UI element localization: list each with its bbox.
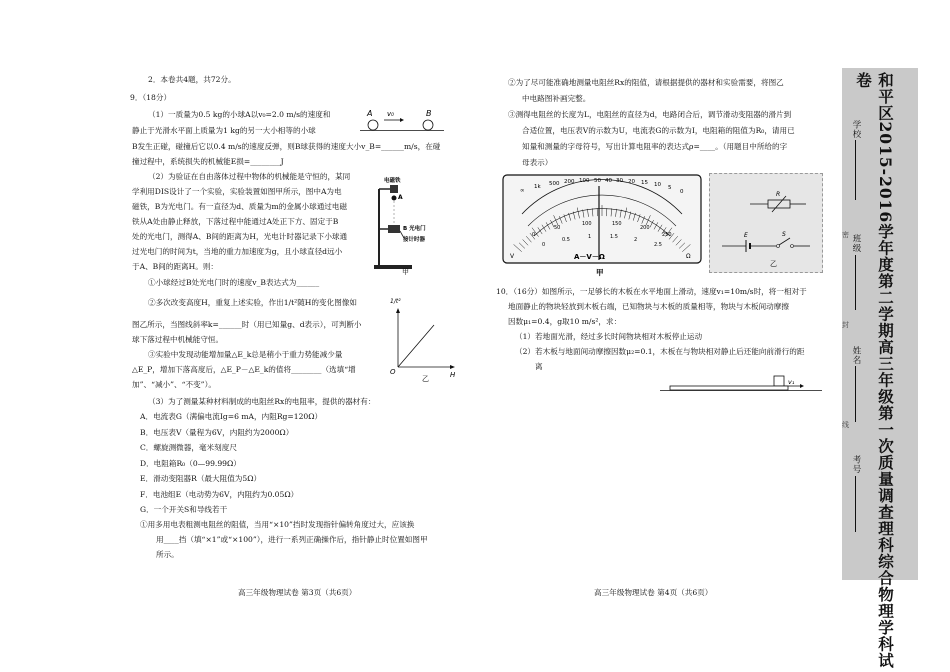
field-school-line: [855, 140, 856, 200]
equipment-f: F．电池组E（电动势为6V，内阻约为0.05Ω）: [140, 490, 299, 499]
velocity-arrowhead: [400, 118, 404, 122]
field-number: 考号: [851, 455, 861, 474]
a-label: A: [398, 194, 403, 201]
switch-node: [791, 245, 794, 248]
mid-tick: 200: [640, 225, 650, 231]
left-line: B发生正碰，碰撞后它以0.4 m/s的速度反弹，则B球获得的速度大小v_B=______m/s，在碰: [132, 142, 441, 151]
top-tick: 50: [594, 178, 601, 184]
top-tick: 15: [641, 180, 648, 186]
graph-y-arrow: [396, 308, 400, 313]
graph-caption: 乙: [422, 375, 429, 383]
right-line: ②为了尽可能准确地测量电阻丝Rx的阻值，请根据提供的器材和实验需要，将图乙: [508, 78, 784, 87]
top-tick: 5: [668, 185, 672, 191]
left-line: ①用多用电表粗测电阻丝的阻值，当用“×10”挡时发现指针偏转角度过大，应该换: [140, 520, 415, 529]
top-tick: 10: [654, 182, 661, 188]
meter-corner-v: V: [510, 253, 515, 260]
left-line: 加”、“减小”、“不变”）。: [132, 380, 216, 389]
left-line: 学利用DIS设计了一个实验，实验装置如图甲所示，图中A为电: [132, 187, 342, 196]
right-page-footer: 高三年级物理试卷 第4页（共6页）: [594, 588, 713, 597]
left-line: ①小球经过B处光电门时的速度v_B表达式为______: [148, 278, 320, 287]
field-name: 姓名: [851, 346, 861, 365]
left-line: 用____挡（填“×1”或“×100”），进行一系列正确操作后，指针静止时位置如图甲: [156, 535, 428, 544]
top-tick: 40: [605, 178, 612, 184]
left-line: 过光电门的时间为t，当地的重力加速度为g，且小球直径d远小: [132, 247, 343, 256]
right-line: （2）若木板与地面间动摩擦因数μ₂=0.1，木板在与物块相对静止后还能向前滑行的距: [515, 347, 805, 356]
block: [774, 376, 784, 386]
left-line: ③实验中发现动能增加量△E_k总是稍小于重力势能减少量: [148, 350, 343, 359]
field-class-line: [855, 255, 856, 310]
metal-ball: [392, 196, 397, 201]
left-line: ②多次改变高度H，重复上述实验，作出1/t²随H的变化图像如: [148, 298, 357, 307]
question-10-header: 10．（16分）如图所示，一足够长的木板在水平地面上滑动，速度v₁=10m/s时，将一相对于: [496, 287, 807, 296]
left-line: 于A、B间的距离H。则：: [132, 262, 219, 271]
ball-b-label: B: [426, 109, 432, 118]
battery-label: E: [744, 232, 748, 239]
top-tick: 20: [628, 179, 635, 185]
low-tick: 0.5: [562, 237, 570, 243]
equipment-d: D．电阻箱R₀（0—99.99Ω）: [140, 459, 241, 468]
left-line: 撞过程中，系统损失的机械能E损=________J: [132, 157, 284, 166]
graph-figure: [378, 295, 460, 383]
field-name-line: [855, 366, 856, 422]
equipment-g: G．一个开关S和导线若干: [140, 505, 228, 514]
apparatus-figure: [368, 175, 460, 275]
graph-origin: O: [390, 368, 396, 376]
graph-line: [398, 325, 434, 367]
right-line: （1）若地面光滑，经过多长时间物块相对木板停止运动: [515, 332, 703, 341]
board-figure: [656, 370, 826, 398]
mid-tick: 150: [612, 221, 622, 227]
electromagnet: [390, 185, 398, 193]
velocity-label: v₀: [387, 110, 394, 118]
right-line: 知量和测量的字母符号，写出计算电阻率的表达式ρ=____。（用题目中所给的字: [522, 142, 788, 151]
graph-x-label: H: [450, 371, 456, 379]
meter-corner-a: Ω: [686, 253, 691, 260]
multimeter-figure: [502, 174, 702, 280]
equipment-a: A．电流表G（满偏电流Ig=6 mA，内阻Rg=120Ω）: [140, 412, 323, 421]
top-tick: 100: [579, 178, 590, 184]
circuit-figure: [709, 173, 823, 273]
top-tick: 200: [564, 179, 575, 185]
low-tick: 2: [634, 237, 638, 243]
graph-x-arrow: [450, 365, 455, 369]
magnet-label: 电磁铁: [384, 178, 401, 184]
left-line: 球下落过程中机械能守恒。: [132, 335, 224, 344]
exam-title: 和平区2015-2016学年度第二学期高三年级第一次质量调查理科综合物理学科试卷: [854, 72, 895, 669]
right-line: 因数μ₁=0.4，g取10 m/s²，求：: [508, 317, 622, 326]
ball-a: [368, 120, 378, 130]
mid-tick: 250: [662, 232, 672, 238]
left-line: 静止于光滑水平面上质量为1 kg的另一大小相等的小球: [132, 126, 316, 135]
question-9-header: 9．（18分）: [130, 93, 172, 102]
seal-char: 封: [842, 321, 850, 329]
seal-char: 密: [842, 231, 850, 239]
left-line: 所示。: [156, 550, 179, 559]
right-line: 离: [535, 362, 543, 371]
field-class: 班级: [851, 234, 861, 253]
left-page-footer: 高三年级物理试卷 第3页（共6页）: [238, 588, 357, 597]
board: [670, 386, 788, 390]
circuit-drawing: [710, 174, 822, 272]
top-tick: 500: [549, 181, 560, 187]
gate-label: B 光电门: [403, 226, 426, 232]
mid-tick: 0: [532, 232, 536, 238]
low-tick: 1: [588, 234, 592, 240]
left-line: 铁从A处由静止释放，下落过程中能通过A处正下方、固定于B: [132, 217, 339, 226]
rheostat-arrow: [772, 196, 786, 212]
circuit-caption: 乙: [770, 260, 777, 268]
ball-a-label: A: [367, 109, 373, 118]
field-school: 学校: [851, 120, 861, 139]
right-line: 中电路图补画完整。: [522, 94, 591, 103]
right-line: 合适位置，电压表V的示数为U，电流表G的示数为I，电阻箱的阻值为R₀，请用已: [522, 126, 795, 135]
mid-tick: 50: [554, 225, 561, 231]
top-tick: 1k: [534, 184, 541, 190]
top-tick: ∞: [520, 188, 525, 194]
switch-blade: [779, 238, 790, 245]
apparatus-caption: 甲: [402, 268, 409, 275]
low-tick: 0: [542, 242, 546, 248]
meter-caption: 甲: [596, 268, 604, 277]
board-velocity-arrowhead: [800, 384, 804, 388]
meter-unit-text: A－V－Ω: [574, 253, 605, 261]
collision-figure: [360, 104, 446, 138]
equipment-e: E．滑动变阻器R（最大阻值为5Ω）: [140, 474, 262, 483]
board-velocity-label: v₁: [788, 378, 795, 386]
right-line: ③测得电阻丝的长度为L，电阻丝的直径为d，电路闭合后，调节滑动变阻器的滑片到: [508, 110, 792, 119]
mid-tick: 100: [582, 221, 592, 227]
equipment-b: B．电压表V（量程为6V，内阻约为2000Ω）: [140, 428, 294, 437]
photogate: [388, 225, 400, 233]
low-tick: 2.5: [654, 242, 662, 248]
top-tick: 0: [680, 189, 684, 195]
seal-char: 线: [842, 421, 850, 429]
top-tick: 30: [616, 178, 623, 184]
timer-label: 接计时器: [403, 237, 426, 243]
ball-b: [423, 120, 433, 130]
graph-y-label: 1/t²: [390, 298, 401, 305]
right-line: 母表示）: [522, 158, 553, 167]
equipment-c: C．螺旋测微器，毫米刻度尺: [140, 443, 237, 452]
right-line: 地面静止的物块轻放到木板右端，已知物块与木板的质量相等，物块与木板间动摩擦: [508, 302, 789, 311]
left-line: 磁铁，B为光电门。有一直径为d、质量为m的金属小球通过电磁: [132, 202, 348, 211]
left-line: 处的光电门，测得A、B间的距离为H，光电计时器记录下小球通: [132, 232, 348, 241]
left-line: △E_P，增加下落高度后，△E_P－△E_k的值将________（选填“增: [132, 365, 356, 374]
rheostat-label: R: [776, 191, 781, 198]
left-line: 2．本卷共4题，共72分。: [148, 75, 236, 84]
left-line: 图乙所示，当图线斜率k=______时（用已知量g、d表示），可判断小: [132, 320, 362, 329]
left-line: （3）为了测量某种材料制成的电阻丝Rx的电阻率，提供的器材有：: [148, 397, 376, 406]
left-line: （2）为验证在自由落体过程中物体的机械能是守恒的，某同: [148, 172, 351, 181]
switch-label: S: [782, 231, 786, 238]
low-tick: 1.5: [610, 234, 618, 240]
left-line: （1）一质量为0.5 kg的小球A以v₀=2.0 m/s的速度和: [148, 110, 331, 119]
field-number-line: [855, 476, 856, 532]
